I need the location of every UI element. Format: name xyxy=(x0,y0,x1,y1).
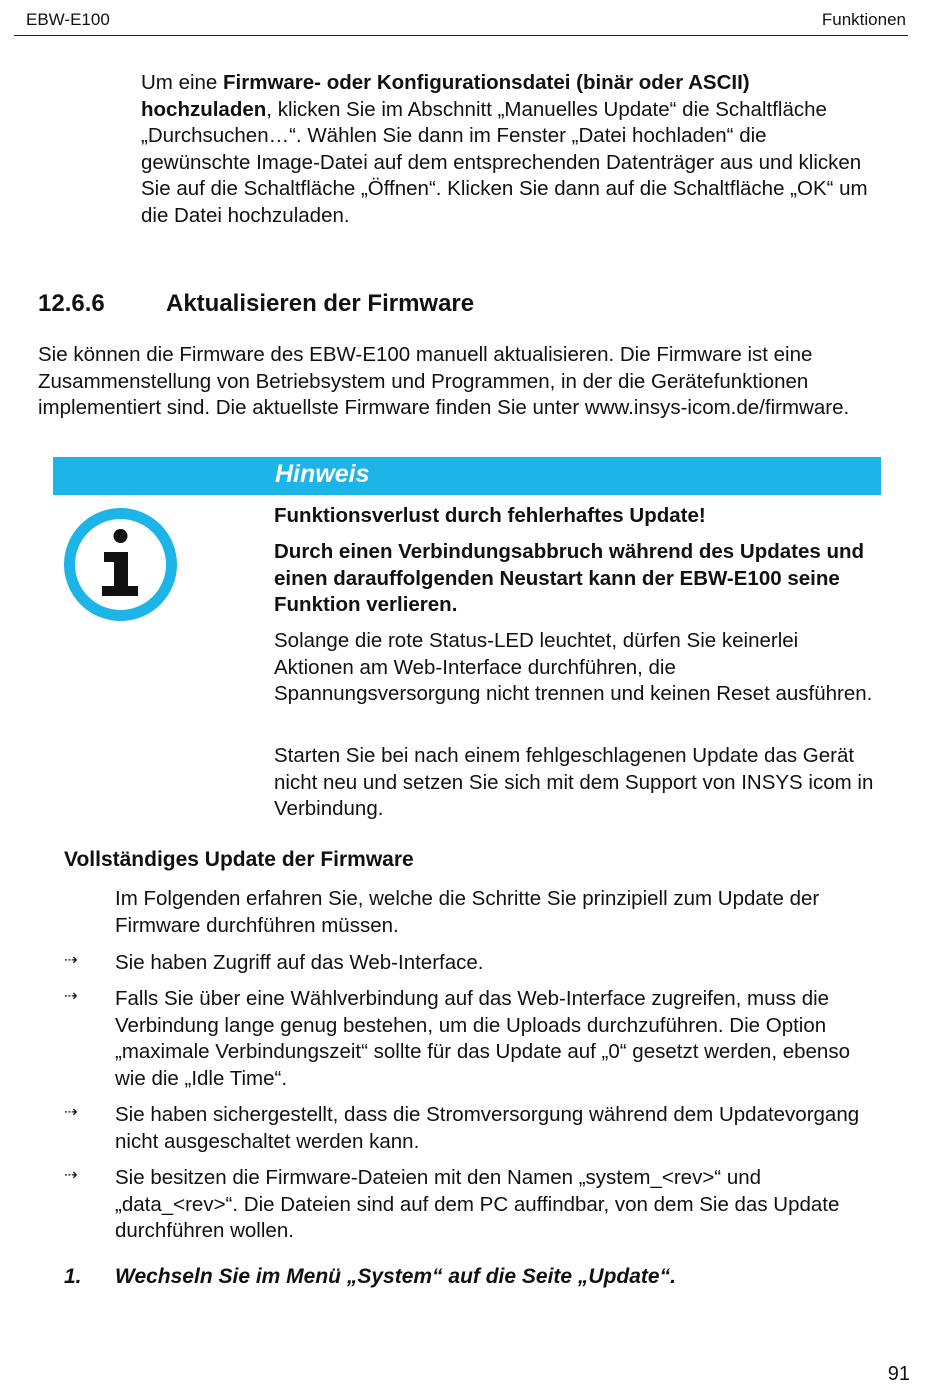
prerequisite-item: Sie besitzen die Firmware-Dateien mit den Namen „system_<rev>“ und „data_<rev>“. Die Dateien sind auf dem PC auffindbar, von dem Sie das Update durchführen wollen. xyxy=(115,1166,840,1242)
section-title xyxy=(38,290,474,318)
bullet-arrow-icon: ⇢ xyxy=(64,1167,78,1184)
intro-bold: Firmware- oder Konfigurationsdatei (binär oder ASCII) hochzuladen xyxy=(141,71,750,121)
intro-suffix: , klicken Sie im Abschnitt „Manuelles Update“ die Schaltfläche „Durchsuchen…“. Wählen Sie dann im Fenster „Datei hochladen“ die gewünschte Image-Datei auf dem entsprechenden Datenträger aus und klicken Sie auf die Schaltfläche „Öffnen“. Klicken Sie dann auf die Schaltfläche „OK“ um die Datei hochzuladen. xyxy=(141,97,868,227)
bullet-arrow-icon: ⇢ xyxy=(64,952,78,969)
note-warning-title: Funktionsverlust durch fehlerhaftes Update! xyxy=(274,504,706,527)
note-support-instruction: Starten Sie bei nach einem fehlgeschlagenen Update das Gerät nicht neu und setzen Sie sich mit dem Support von INSYS icom in Verbindung. xyxy=(274,744,874,820)
bullet-arrow-icon: ⇢ xyxy=(64,988,78,1005)
subsection-heading: Vollständiges Update der Firmware xyxy=(64,848,414,871)
subsection-intro: Im Folgenden erfahren Sie, welche die Schritte Sie prinzipiell zum Update der Firmware durchführen müssen. xyxy=(115,887,820,937)
prerequisite-item: Sie haben Zugriff auf das Web-Interface. xyxy=(115,951,484,974)
intro-paragraph xyxy=(141,70,871,229)
info-icon xyxy=(62,506,179,623)
bullet-arrow-icon: ⇢ xyxy=(64,1104,78,1121)
page-number: 91 xyxy=(887,1363,910,1385)
note-warning-detail: Durch einen Verbindungsabbruch während des Updates und einen darauffolgenden Neustart kann der EBW-E100 seine Funktion verlieren. xyxy=(274,540,865,616)
note-header-bar xyxy=(53,457,881,495)
step-text: Wechseln Sie im Menü „System“ auf die Seite „Update“. xyxy=(115,1265,676,1288)
prerequisite-item: Sie haben sichergestellt, dass die Stromversorgung während dem Updatevorgang nicht ausgeschaltet werden kann. xyxy=(115,1103,860,1153)
intro-prefix: Um eine xyxy=(141,71,224,94)
section-number: 12.6.6 xyxy=(38,290,105,317)
header-product: EBW-E100 xyxy=(26,10,110,29)
section-title-text: Aktualisieren der Firmware xyxy=(166,290,475,317)
page-header xyxy=(14,8,908,36)
step-number: 1. xyxy=(64,1265,82,1288)
prerequisite-item: Falls Sie über eine Wählverbindung auf das Web-Interface zugreifen, muss die Verbindung lange genug bestehen, um die Uploads durchzuführen. Die Option „maximale Verbindungszeit“ sollte für das Update auf „0“ gesetzt werden, ebenso wie die „Idle Time“. xyxy=(115,987,850,1090)
note-led-instruction: Solange die rote Status-LED leuchtet, dürfen Sie keinerlei Aktionen am Web-Interface durchführen, die Spannungsversorgung nicht trennen und keinen Reset ausführen. xyxy=(274,629,873,705)
note-label: Hinweis xyxy=(275,460,370,488)
section-body: Sie können die Firmware des EBW-E100 manuell aktualisieren. Die Firmware ist eine Zusammenstellung von Betriebsystem und Programmen, in der die Gerätefunktionen implementiert sind. Die aktuellste Firmware finden Sie unter www.insys-icom.de/firmware. xyxy=(38,343,850,419)
header-chapter: Funktionen xyxy=(821,10,906,29)
